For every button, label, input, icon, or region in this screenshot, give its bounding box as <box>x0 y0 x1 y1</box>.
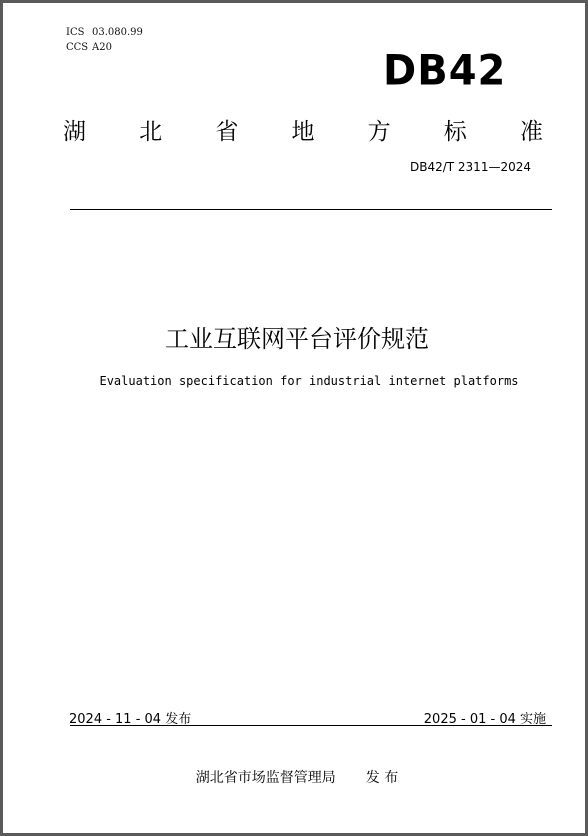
standard-number: DB42/T 2311—2024 <box>409 160 531 174</box>
ccs-label: CCS <box>66 42 89 53</box>
footer-divider <box>70 725 552 726</box>
standard-type-char: 地 <box>291 119 315 145</box>
standard-type-char: 准 <box>519 119 543 145</box>
standard-type-char: 湖 <box>63 119 86 145</box>
standard-type-char: 省 <box>215 119 239 145</box>
standard-type <box>63 113 543 146</box>
title-chinese: 工业互联网平台评价规范 <box>165 325 429 353</box>
standard-type-char: 标 <box>443 119 467 145</box>
title-english: Evaluation specification for industrial internet platforms <box>99 374 519 388</box>
ics-label: ICS <box>66 27 85 38</box>
issuer-action: 发 布 <box>365 770 399 786</box>
issuer-line <box>3 767 588 787</box>
header-divider <box>70 209 552 210</box>
ics-code <box>66 27 143 38</box>
issuer-name: 湖北省市场监督管理局 <box>195 770 336 786</box>
db-logo: DB42 <box>383 46 507 96</box>
ics-value: 03.080.99 <box>92 27 143 38</box>
implementation-date: 2025 - 01 - 04 实施 <box>423 712 546 727</box>
standard-type-char: 北 <box>139 119 163 145</box>
standard-type-char: 方 <box>367 119 391 145</box>
release-date: 2024 - 11 - 04 发布 <box>69 712 192 727</box>
ccs-value: A20 <box>92 42 112 53</box>
ccs-code <box>66 42 112 53</box>
